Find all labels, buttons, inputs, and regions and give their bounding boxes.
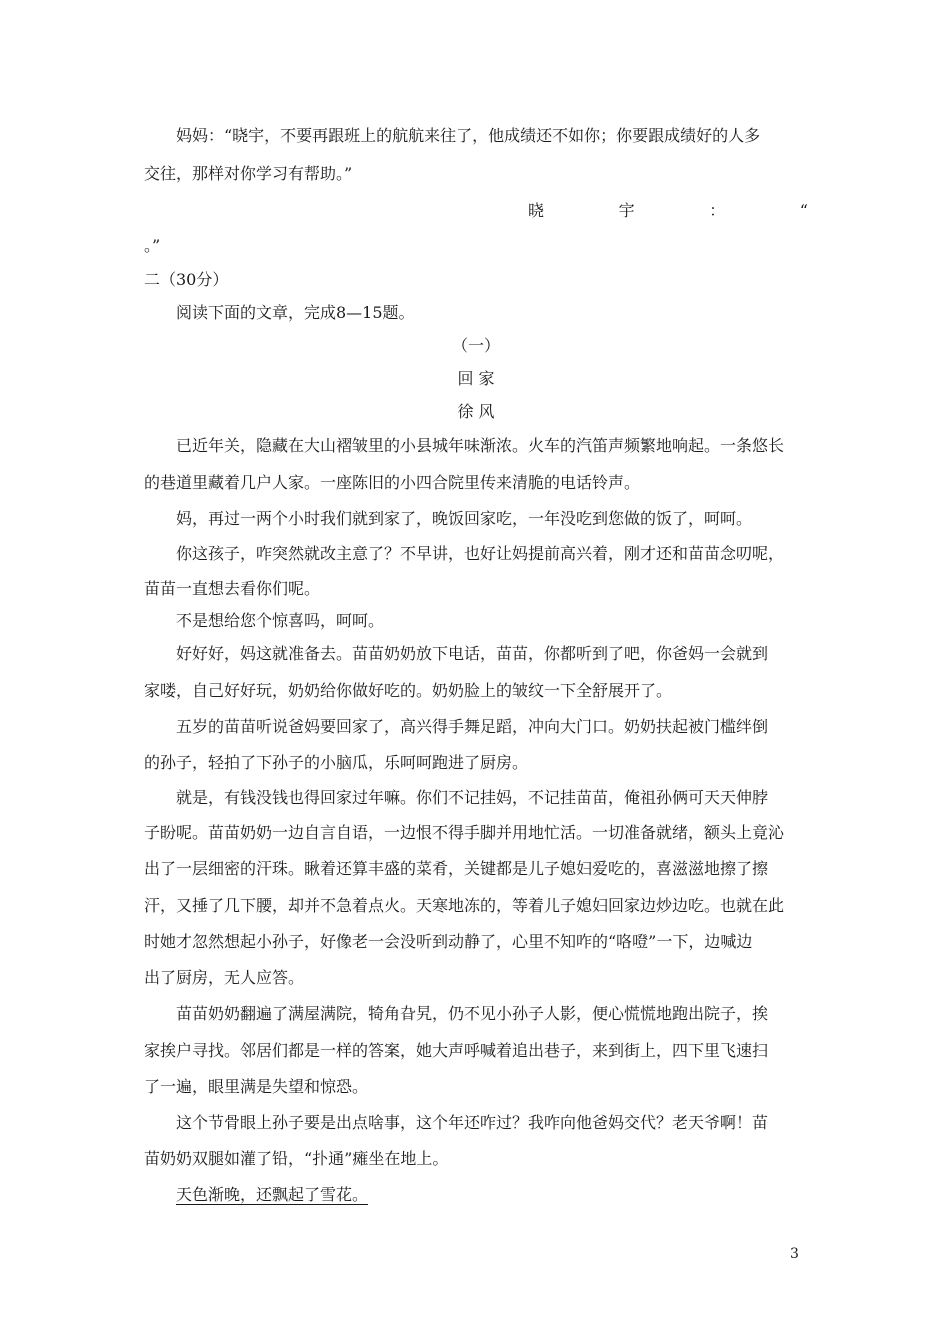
dialogue-mom-line-1: 妈妈：“晓宇，不要再跟班上的航航来往了，他成绩还不如你；你要跟成绩好的人多	[176, 126, 761, 145]
spread-char: 宇	[618, 201, 635, 220]
answer-blank-end: 。”	[144, 236, 161, 255]
paragraph-line: 苗苗一直想去看你们呢。	[144, 579, 321, 598]
paragraph-line: 出了厨房，无人应答。	[144, 968, 305, 987]
paragraph-line: 你这孩子，咋突然就改主意了？不早讲，也好让妈提前高兴着，刚才还和苗苗念叨呢，	[176, 544, 785, 563]
paragraph-line: 时她才忽然想起小孙子，好像老一会没听到动静了，心里不知咋的“咯噔”一下，边喊边	[144, 932, 753, 951]
paragraph-line: 了一遍，眼里满是失望和惊恐。	[144, 1077, 369, 1096]
page-number: 3	[790, 1246, 799, 1262]
answer-blank-line	[528, 200, 808, 222]
paragraph-line: 五岁的苗苗听说爸妈要回家了，高兴得手舞足蹈，冲向大门口。奶奶扶起被门槛绊倒	[176, 717, 769, 736]
article-title: 回 家	[457, 369, 495, 388]
paragraph-line: 汗，又捶了几下腰，却并不急着点火。天寒地冻的，等着儿子媳妇回家边炒边吃。也就在此	[144, 896, 785, 915]
paragraph-line: 妈，再过一两个小时我们就到家了，晚饭回家吃，一年没吃到您做的饭了，呵呵。	[176, 509, 753, 528]
paragraph-line: 已近年关，隐藏在大山褶皱里的小县城年味渐浓。火车的汽笛声频繁地响起。一条悠长	[176, 436, 785, 455]
dialogue-mom-line-2: 交往，那样对你学习有帮助。”	[144, 164, 353, 183]
paragraph-line: 子盼呢。苗苗奶奶一边自言自语，一边恨不得手脚并用地忙活。一切准备就绪，额头上竟沁	[144, 823, 785, 842]
part-number: （一）	[451, 336, 500, 355]
paragraph-line: 的巷道里藏着几户人家。一座陈旧的小四合院里传来清脆的电话铃声。	[144, 473, 641, 492]
paragraph-line: 苗奶奶双腿如灌了铅，“扑通”瘫坐在地上。	[144, 1149, 449, 1168]
paragraph-line: 就是，有钱没钱也得回家过年嘛。你们不记挂妈，不记挂苗苗，俺祖孙俩可天天伸脖	[176, 788, 769, 807]
spread-char: 晓	[528, 201, 545, 220]
underlined-sentence	[176, 1184, 808, 1206]
underlined-text: 天色渐晚，还飘起了雪花。	[176, 1185, 369, 1204]
paragraph-line: 出了一层细密的汗珠。瞅着还算丰盛的菜肴，关键都是儿子媳妇爱吃的，喜滋滋地擦了擦	[144, 859, 769, 878]
paragraph-line: 不是想给您个惊喜吗，呵呵。	[176, 611, 385, 630]
spread-char: ：	[709, 201, 726, 220]
section-heading: 二（30分）	[144, 270, 229, 289]
instruction: 阅读下面的文章，完成8—15题。	[176, 303, 415, 322]
article-author: 徐 风	[457, 402, 495, 421]
paragraph-line: 苗苗奶奶翻遍了满屋满院，犄角旮旯，仍不见小孙子人影，便心慌慌地跑出院子，挨	[176, 1004, 769, 1023]
spread-char: “	[799, 201, 808, 220]
paragraph-line: 家喽，自己好好玩，奶奶给你做好吃的。奶奶脸上的皱纹一下全舒展开了。	[144, 681, 673, 700]
paragraph-line: 的孙子，轻拍了下孙子的小脑瓜，乐呵呵跑进了厨房。	[144, 753, 529, 772]
paragraph-line: 家挨户寻找。邻居们都是一样的答案，她大声呼喊着追出巷子，来到街上，四下里飞速扫	[144, 1041, 769, 1060]
paragraph-line: 这个节骨眼上孙子要是出点啥事，这个年还咋过？我咋向他爸妈交代？老天爷啊！苗	[176, 1113, 769, 1132]
paragraph-line: 好好好，妈这就准备去。苗苗奶奶放下电话，苗苗，你都听到了吧，你爸妈一会就到	[176, 644, 769, 663]
